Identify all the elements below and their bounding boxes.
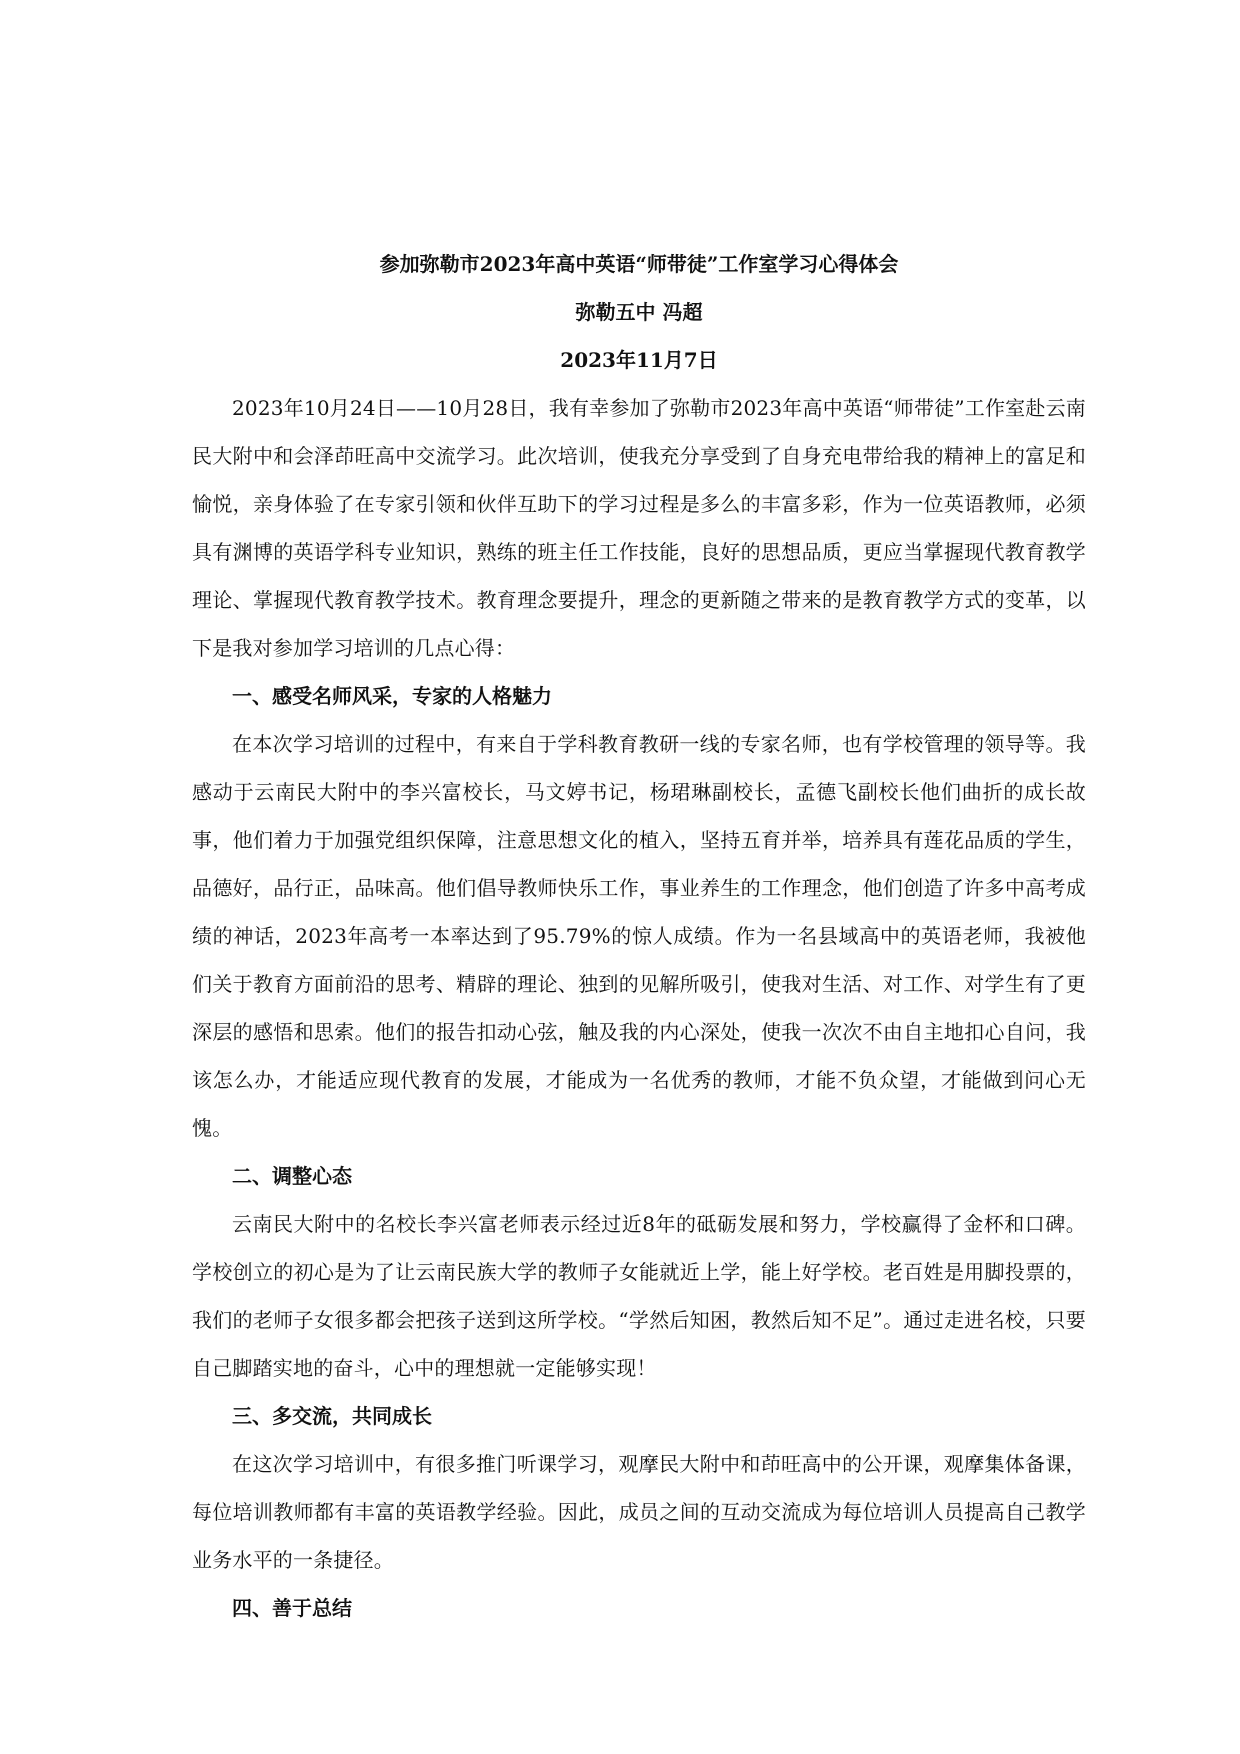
section-paragraph-2: 云南民大附中的名校长李兴富老师表示经过近8年的砥砺发展和努力，学校赢得了金杯和口碑。学校创立的初心是为了让云南民族大学的教师子女能就近上学，能上好学校。老百姓是用脚投票的，我们的老师子女很多都会把孩子送到这所学校。“学然后知困，教然后知不足”。通过走进名校，只要自己脚踏实地的奋斗，心中的理想就一定能够实现！ xyxy=(192,1212,1086,1380)
section-heading-4: 四、善于总结 xyxy=(232,1596,352,1620)
section-heading-3: 三、多交流，共同成长 xyxy=(232,1404,432,1428)
intro-paragraph: 2023年10月24日——10月28日，我有幸参加了弥勒市2023年高中英语“师带徒”工作室赴云南民大附中和会泽茚旺高中交流学习。此次培训，使我充分享受到了自身充电带给我的精神上的富足和愉悦，亲身体验了在专家引领和伙伴互助下的学习过程是多么的丰富多彩，作为一位英语教师，必须具有渊博的英语学科专业知识，熟练的班主任工作技能，良好的思想品质，更应当掌握现代教育教学理论、掌握现代教育教学技术。教育理念要提升，理念的更新随之带来的是教育教学方式的变革，以下是我对参加学习培训的几点心得： xyxy=(192,396,1086,660)
author-line: 弥勒五中 冯超 xyxy=(575,300,703,324)
section-heading-2: 二、调整心态 xyxy=(232,1164,352,1188)
document-body xyxy=(192,240,1086,1632)
section-paragraph-1: 在本次学习培训的过程中，有来自于学科教育教研一线的专家名师，也有学校管理的领导等。我感动于云南民大附中的李兴富校长，马文婷书记，杨珺琳副校长，孟德飞副校长他们曲折的成长故事，他们着力于加强党组织保障，注意思想文化的植入，坚持五育并举，培养具有莲花品质的学生，品德好，品行正，品味高。他们倡导教师快乐工作，事业养生的工作理念，他们创造了许多中高考成绩的神话，2023年高考一本率达到了95.79%的惊人成绩。作为一名县域高中的英语老师，我被他们关于教育方面前沿的思考、精辟的理论、独到的见解所吸引，使我对生活、对工作、对学生有了更深层的感悟和思索。他们的报告扣动心弦，触及我的内心深处，使我一次次不由自主地扣心自问，我该怎么办，才能适应现代教育的发展，才能成为一名优秀的教师，才能不负众望，才能做到问心无愧。 xyxy=(192,732,1086,1140)
date-line: 2023年11月7日 xyxy=(560,348,718,372)
section-heading-1: 一、感受名师风采，专家的人格魅力 xyxy=(232,684,552,708)
section-paragraph-3: 在这次学习培训中，有很多推门听课学习，观摩民大附中和茚旺高中的公开课，观摩集体备课，每位培训教师都有丰富的英语教学经验。因此，成员之间的互动交流成为每位培训人员提高自己教学业务水平的一条捷径。 xyxy=(192,1452,1086,1572)
document-title: 参加弥勒市2023年高中英语“师带徒”工作室学习心得体会 xyxy=(379,252,899,276)
